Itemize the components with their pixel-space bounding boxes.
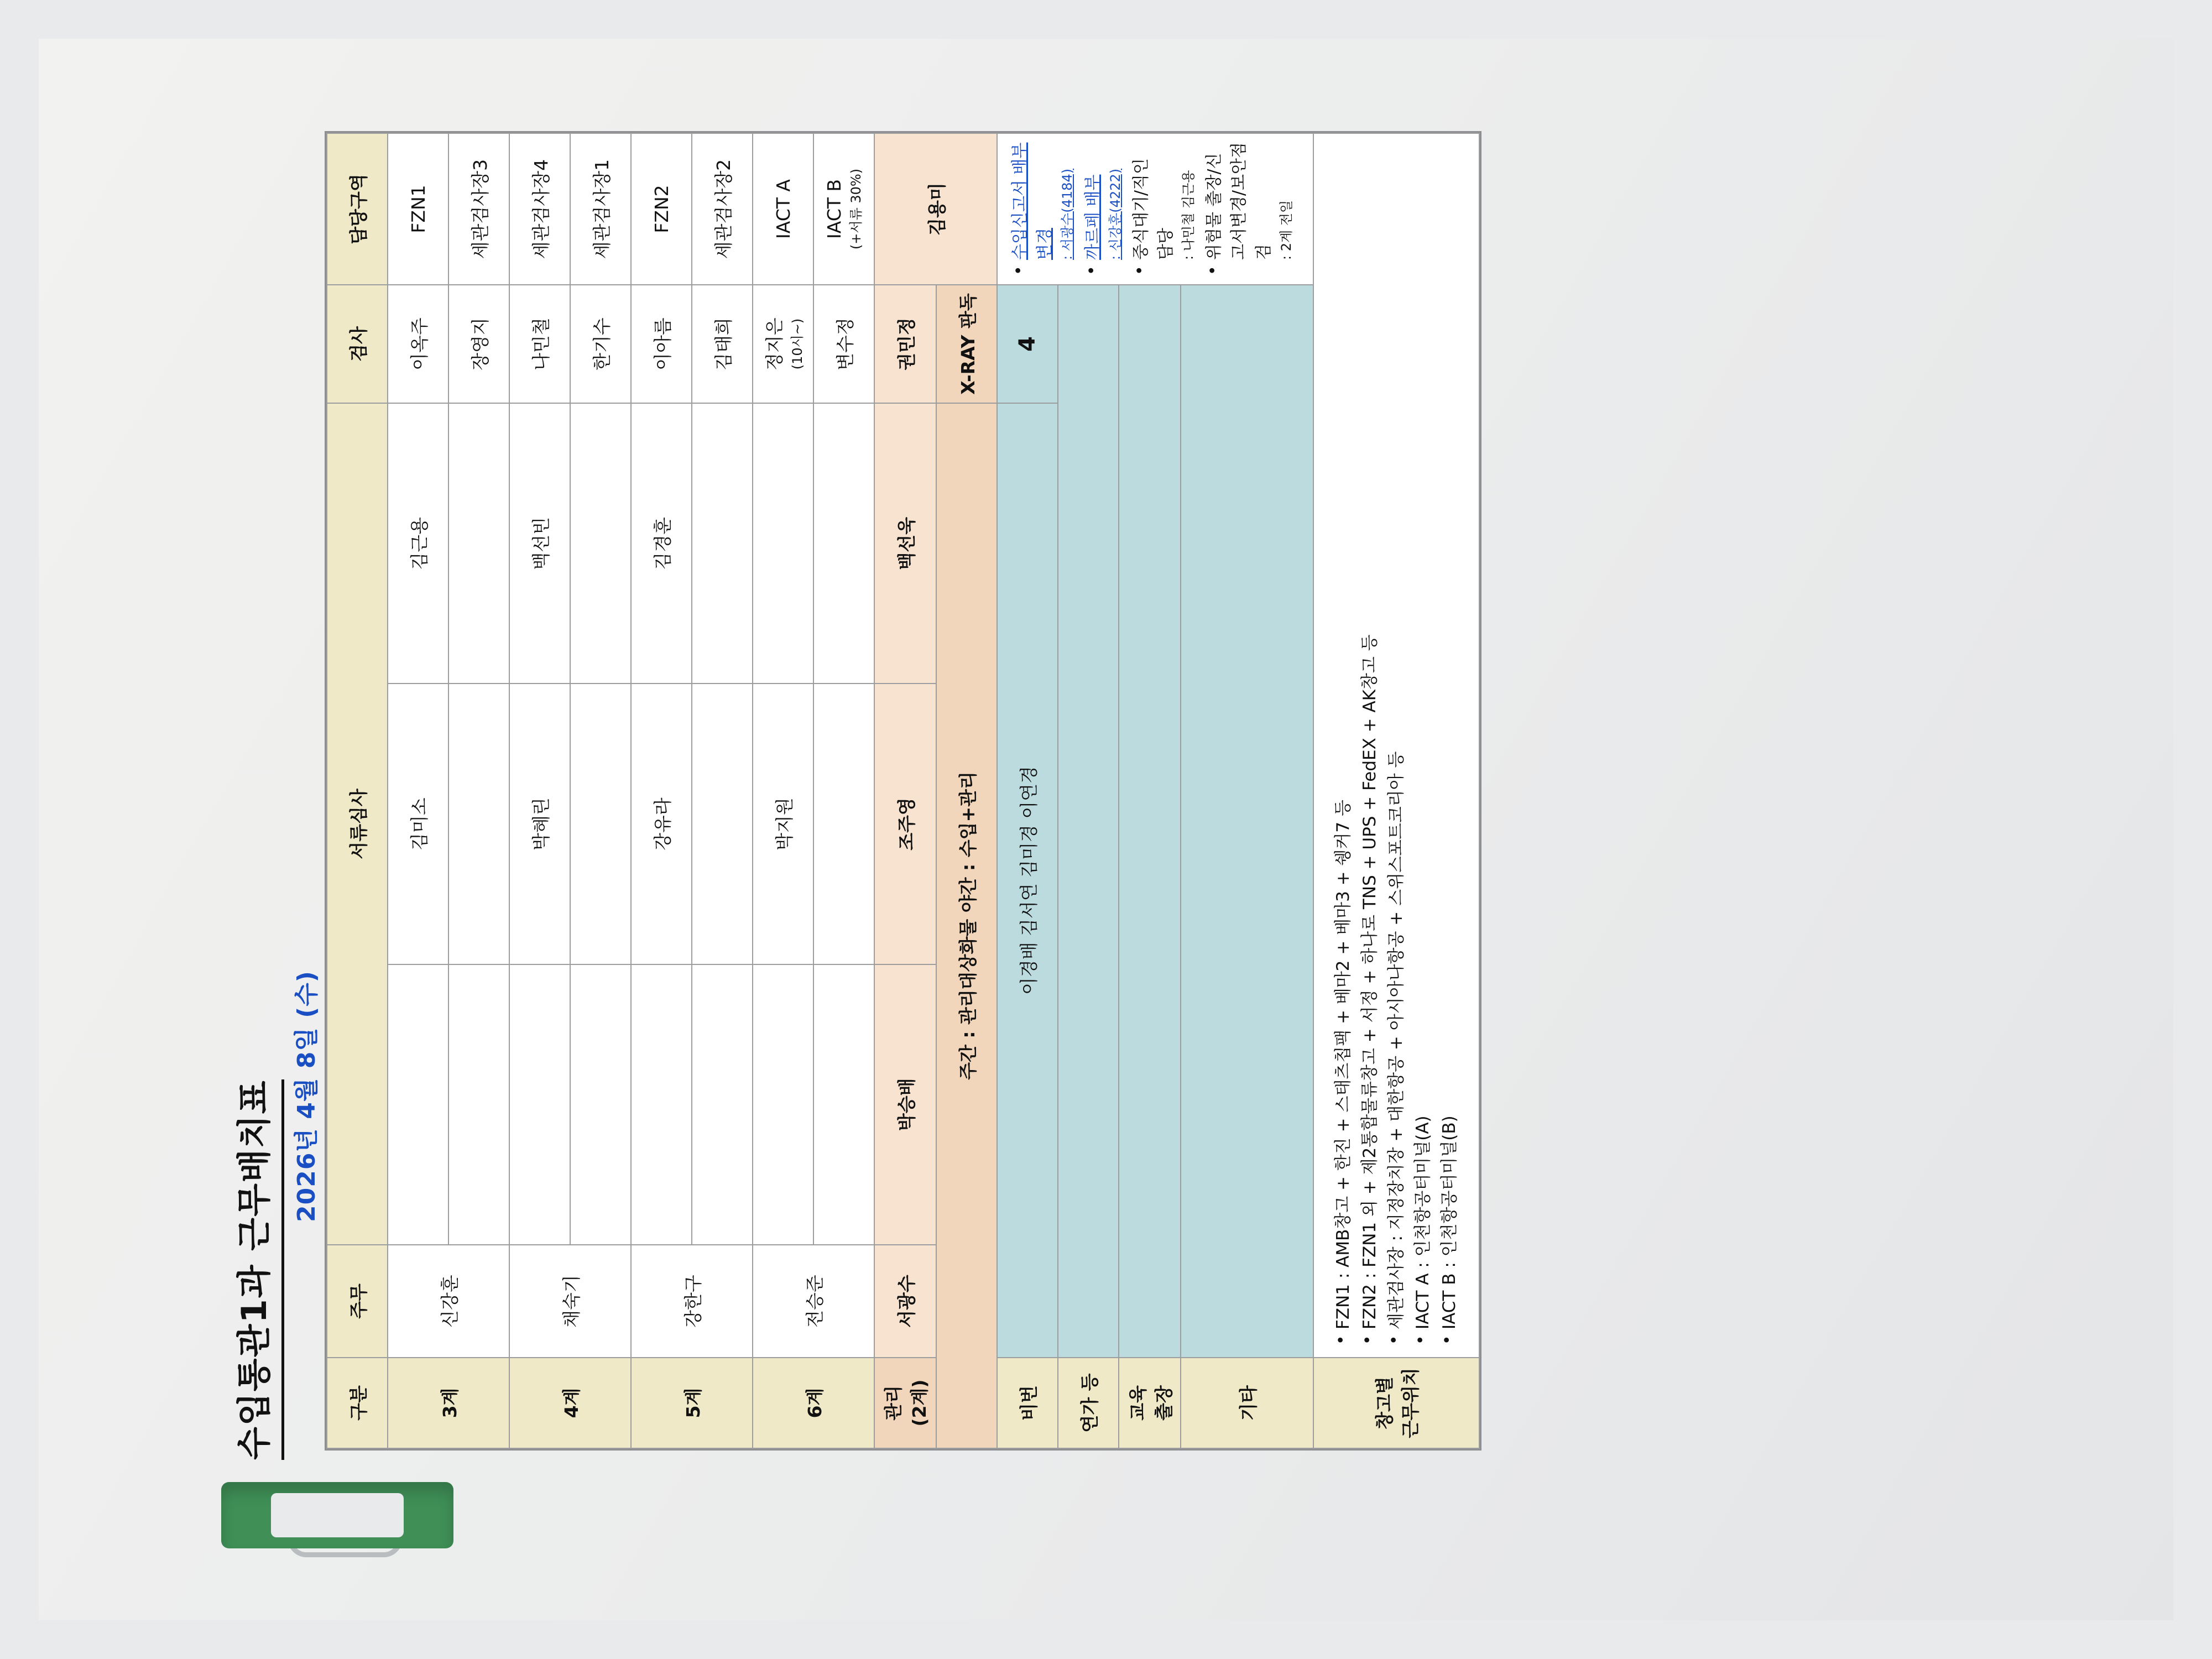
inspector-note: (10시~) [790, 318, 805, 370]
row-inspector: 김태희 [692, 285, 753, 403]
row-doc-2: 박지원 [753, 684, 813, 964]
management-name-1: 서광수 [874, 1245, 936, 1358]
binder-clip-icon [221, 1471, 453, 1554]
offduty-names: 이경배 김서연 김미경 이연경 [997, 403, 1058, 1358]
leave-label: 연가 등 [1058, 1358, 1119, 1448]
legend-item: • IACT B : 인천항공터미널(B) [1436, 137, 1463, 1348]
row-inspector: 나민철 [509, 285, 570, 403]
row-doc-3: 김근용 [388, 403, 448, 684]
row-inspector: 장영지 [448, 285, 509, 403]
table-row [631, 133, 692, 1448]
row-doc-2: 김미소 [388, 684, 448, 964]
education-label: 교육 출장 [1119, 1358, 1181, 1448]
row-doc-1 [388, 964, 448, 1245]
management-name-2: 박승배 [874, 964, 936, 1245]
row-main-name: 신강훈 [388, 1245, 509, 1358]
legend-item: • 세관검사장 : 지정장치장 + 대한항공 + 아시아나항공 + 스위스포트코리아 등 [1383, 137, 1410, 1348]
row-doc-2 [692, 684, 753, 964]
row-doc-3 [448, 403, 509, 684]
row-main-name: 전승준 [753, 1245, 874, 1358]
management-note-row [936, 133, 997, 1448]
paper-sheet [39, 39, 2173, 1620]
leave-row [1058, 133, 1119, 1448]
row-inspector [753, 285, 813, 403]
legend-item: • IACT A : 인천항공터미널(A) [1410, 137, 1436, 1348]
legend-list [1330, 137, 1463, 1354]
row-zone: 세관검사장3 [448, 133, 509, 285]
etc-row [1181, 133, 1313, 1448]
table-row [753, 133, 813, 1448]
offduty-count: 4 [997, 285, 1058, 403]
xray-label: X-RAY 판독 [936, 285, 997, 403]
management-shift-note: 주간 : 관리대상화물 야간 : 수입+관리 [936, 403, 997, 1448]
row-zone: 세관검사장2 [692, 133, 753, 285]
etc-notes-list [1008, 137, 1296, 281]
offduty-label: 비번 [997, 1358, 1058, 1448]
legend-cell [1313, 133, 1479, 1358]
duty-assignment-table [326, 133, 1480, 1449]
row-doc-3 [753, 403, 813, 684]
etc-note-item: • 위험물 출장/신고서변경/보안점검 : 2계 전일 [1202, 137, 1296, 278]
table-header-row [327, 133, 388, 1448]
row-doc-2: 강유라 [631, 684, 692, 964]
etc-note-item: • 중식대기/직인 담당 : 나민철 김근용 [1129, 137, 1198, 278]
etc-note-item: • 수입신고서 배부변경 : 서광수(4184) [1008, 137, 1077, 278]
row-zone: IACT A [753, 133, 813, 285]
row-doc-3 [813, 403, 874, 684]
row-inspector: 한기수 [570, 285, 631, 403]
row-doc-1 [631, 964, 692, 1245]
etc-notes-cell [997, 133, 1313, 285]
header-zone: 담당구역 [327, 133, 388, 285]
xray-person: 김용미 [874, 133, 997, 285]
row-inspector: 이아름 [631, 285, 692, 403]
row-inspector: 변수정 [813, 285, 874, 403]
row-doc-1 [570, 964, 631, 1245]
header-docs: 서류심사 [327, 403, 388, 1245]
legend-item: • FZN2 : FZN1 외 + 제2통합물류창고 + 서정 + 하나로 TNS + UPS + FedEX + AK창고 등 [1357, 137, 1383, 1348]
row-doc-1 [509, 964, 570, 1245]
inspector-name: 정지은 [764, 317, 785, 371]
schedule-document [138, 83, 2074, 1576]
table-row [388, 133, 448, 1448]
row-main-name: 채숙기 [509, 1245, 631, 1358]
page-title: 수입통관1과 근무배치표 [227, 1079, 284, 1460]
management-name-3: 조주영 [874, 684, 936, 964]
row-doc-2 [813, 684, 874, 964]
row-section-label: 3계 [388, 1358, 509, 1448]
management-name-4: 백선욱 [874, 403, 936, 684]
leave-names [1058, 285, 1119, 1358]
row-doc-1 [813, 964, 874, 1245]
table-row [509, 133, 570, 1448]
row-doc-3: 백선빈 [509, 403, 570, 684]
legend-row [1313, 133, 1479, 1448]
header-main: 주무 [327, 1245, 388, 1358]
row-zone [813, 133, 874, 285]
row-doc-2: 박혜린 [509, 684, 570, 964]
legend-item: • FZN1 : AMB창고 + 한진 + 스태츠칩팩 + 베마2 + 베마3 + 쉥커7 등 [1330, 137, 1357, 1348]
header-inspect: 검사 [327, 285, 388, 403]
row-main-name: 강한구 [631, 1245, 753, 1358]
row-doc-2 [570, 684, 631, 964]
row-inspector: 이옥주 [388, 285, 448, 403]
row-zone: FZN1 [388, 133, 448, 285]
management-name-5: 권민정 [874, 285, 936, 403]
education-row [1119, 133, 1181, 1448]
row-doc-1 [692, 964, 753, 1245]
row-doc-3 [692, 403, 753, 684]
row-doc-2 [448, 684, 509, 964]
row-doc-1 [448, 964, 509, 1245]
management-row [874, 133, 936, 1448]
row-doc-1 [753, 964, 813, 1245]
row-zone: FZN2 [631, 133, 692, 285]
row-section-label: 5계 [631, 1358, 753, 1448]
etc-blank [1181, 285, 1313, 1358]
row-zone: 세관검사장1 [570, 133, 631, 285]
education-names [1119, 285, 1181, 1358]
row-section-label: 6계 [753, 1358, 874, 1448]
row-section-label: 4계 [509, 1358, 631, 1448]
etc-label: 기타 [1181, 1358, 1313, 1448]
row-doc-3 [570, 403, 631, 684]
document-date: 2026년 4월 8일 (수) [293, 971, 321, 1222]
etc-note-item: • 까르페 배부 : 신강훈(4222) [1081, 137, 1125, 278]
zone-name: IACT B [823, 179, 845, 239]
legend-label: 창고별 근무위치 [1313, 1358, 1479, 1448]
row-doc-3: 김경훈 [631, 403, 692, 684]
zone-note: (+서류 30%) [848, 168, 864, 250]
header-section: 구분 [327, 1358, 388, 1448]
management-label: 관리 (2계) [874, 1358, 936, 1448]
offduty-row [997, 133, 1058, 1448]
row-zone: 세관검사장4 [509, 133, 570, 285]
